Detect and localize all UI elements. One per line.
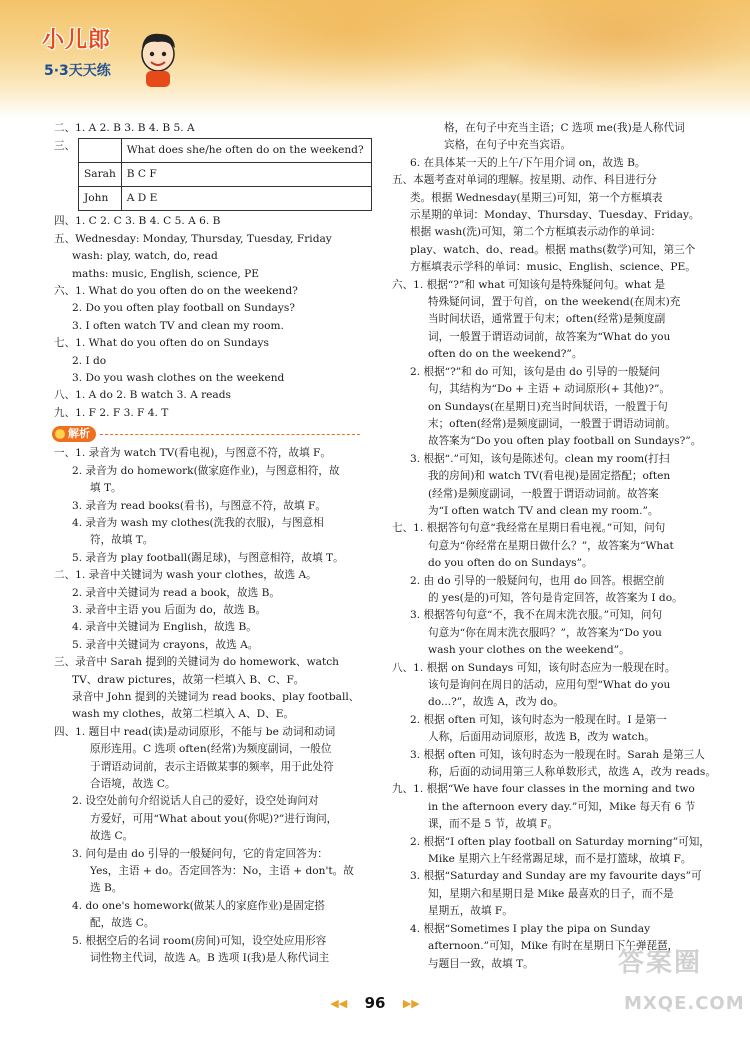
analysis-line: 五、本题考查对单词的理解。按星期、动作、科目进行分 xyxy=(392,174,657,187)
analysis-line: often do on the weekend?”。 xyxy=(428,348,583,361)
table-cell-name: Sarah xyxy=(79,163,122,187)
analysis-line: 根据 wash(洗)可知，第二个方框填表示动作的单词： xyxy=(410,226,662,239)
analysis-line: 4. do one's homework(做某人的家庭作业)是固定搭 xyxy=(72,899,326,912)
analysis-line: 合语境，故选 C。 xyxy=(90,778,176,790)
analysis-line: 星期五，故填 F。 xyxy=(428,905,513,918)
analysis-line: 5. 根据空后的名词 room(房间)可知，设空处应用形容 xyxy=(72,934,327,947)
analysis-line: 方框填表示学科的单词：music、English、science、PE。 xyxy=(410,261,696,274)
analysis-line: wash your clothes on the weekend”。 xyxy=(428,644,630,657)
analysis-line: 四、1. 题目中 read(读)是动词原形，不能与 be 动词和动词 xyxy=(54,725,336,738)
analysis-line: Mike 星期六上午经常踢足球，而不是打篮球，故填 F。 xyxy=(428,853,692,866)
analysis-line: afternoon.”可知，Mike 有时在星期日下午弹琵琶， xyxy=(428,940,679,953)
analysis-line: TV、draw pictures，故第一栏填入 B、C、F。 xyxy=(72,673,305,686)
analysis-line: 句意为“你经常在星期日做什么？”，故答案为“What xyxy=(428,539,674,552)
table-corner-cell xyxy=(79,139,122,163)
analysis-line: 配，故选 C。 xyxy=(90,917,155,930)
analysis-line: 2. 录音中关键词为 read a book，故选 B。 xyxy=(72,586,280,599)
brand-title: 小儿郎 xyxy=(42,28,112,53)
right-arrows-icon: ▶▶ xyxy=(402,997,420,1010)
analysis-line: 的 yes(是的)可知，答句是肯定回答，故答案为 I do。 xyxy=(428,591,683,604)
analysis-line: 故答案为“Do you often play football on Sundays?”。 xyxy=(428,435,702,448)
analysis-line: 宾格，在句子中充当宾语。 xyxy=(444,139,572,152)
analysis-line: 3. 根据“Saturday and Sunday are my favourite days”可 xyxy=(410,870,702,883)
analysis-line: 词，一般置于谓语动词前，故答案为“What do you xyxy=(428,330,671,343)
analysis-line: 原形连用。C 选项 often(经常)为频度副词，一般位 xyxy=(90,743,332,756)
left-column xyxy=(54,120,374,967)
answer-line: maths: music, English, science, PE xyxy=(72,267,259,280)
analysis-line: 我的房间)和 watch TV(看电视)是固定搭配；often xyxy=(428,470,671,483)
right-column xyxy=(392,120,716,978)
answer-line: 2. Do you often play football on Sundays? xyxy=(72,302,295,315)
analysis-tag: 解析 xyxy=(52,426,96,442)
analysis-line: 4. 录音中关键词为 English，故选 B。 xyxy=(72,621,257,634)
analysis-line: 选 B。 xyxy=(90,882,123,895)
analysis-line: 句意为“你在周末洗衣服吗？”，故答案为“Do you xyxy=(428,626,662,639)
analysis-line: 格，在句子中充当主语；C 选项 me(我)是人称代词 xyxy=(444,122,685,134)
answer-table xyxy=(78,138,372,211)
table-cell-name: John xyxy=(79,187,122,211)
analysis-line: 句，其结构为“Do + 主语 + 动词原形(+ 其他)?”。 xyxy=(428,383,671,396)
analysis-line: do...?”，故选 A，改为 do。 xyxy=(428,696,564,709)
answer-line: 四、1. C 2. C 3. B 4. C 5. A 6. B xyxy=(54,215,221,228)
analysis-line: 填 T。 xyxy=(90,482,122,495)
analysis-heading xyxy=(52,426,360,442)
analysis-line: 为“I often watch TV and clean my room.”。 xyxy=(428,504,659,517)
analysis-line: 3. 问句是由 do 引导的一般疑问句，它的肯定回答为： xyxy=(72,847,328,860)
answer-line: wash: play, watch, do, read xyxy=(72,250,218,263)
table-header-question: What does she/he often do on the weekend? xyxy=(121,139,371,163)
analysis-line: 类。根据 Wednesday(星期三)可知，第一个方框填表 xyxy=(410,191,663,204)
answer-line: 2. I do xyxy=(72,354,107,367)
analysis-line: 6. 在具体某一天的上午/下午用介词 on，故选 B。 xyxy=(410,156,646,169)
analysis-line: 2. 由 do 引导的一般疑问句，也用 do 回答。根据空前 xyxy=(410,574,665,587)
analysis-line: 称，后面的动词用第三人称单数形式，故选 A，改为 reads。 xyxy=(428,766,716,779)
analysis-line: 二、1. 录音中关键词为 wash your clothes，故选 A。 xyxy=(54,569,317,582)
answer-line: 八、1. A do 2. B watch 3. A reads xyxy=(54,389,231,402)
table-cell-answer: A D E xyxy=(121,187,371,211)
answer-line: 3. Do you wash clothes on the weekend xyxy=(72,372,285,385)
analysis-line: 2. 根据“I often play football on Saturday morning”可知， xyxy=(410,835,710,848)
watermark-url: MXQE.COM xyxy=(624,993,745,1014)
analysis-line: 与题目一致，故填 T。 xyxy=(428,957,534,970)
analysis-line: 2. 录音为 do homework(做家庭作业)，与图意相符，故 xyxy=(72,464,340,477)
brand-subtitle: 5·3天天练 xyxy=(44,63,111,79)
analysis-line: 5. 录音中关键词为 crayons，故选 A。 xyxy=(72,638,259,651)
analysis-line: 八、1. 根据 on Sundays 可知，该句时态应为一般现在时。 xyxy=(392,661,676,674)
analysis-line: 课，而不是 5 节，故填 F。 xyxy=(428,818,559,831)
analysis-line: 5. 录音为 play football(踢足球)，与图意相符，故填 T。 xyxy=(72,551,344,564)
analysis-line: 方爱好，可用“What about you(你呢)?”进行询问， xyxy=(90,812,338,825)
table-cell-answer: B C F xyxy=(121,163,371,187)
answer-table-block xyxy=(54,138,374,211)
section-label: 三、 xyxy=(54,140,76,153)
table-row xyxy=(79,163,372,187)
header-decoration xyxy=(470,0,750,90)
analysis-line: 4. 根据“Sometimes I play the pipa on Sunday xyxy=(410,922,651,935)
analysis-line: 知，星期六和星期日是 Mike 最喜欢的日子，而不是 xyxy=(428,887,674,900)
page-number: 96 xyxy=(364,994,386,1012)
analysis-line: 七、1. 根据答句句意“我经常在星期日看电视。”可知，问句 xyxy=(392,522,666,535)
answer-line: 二、1. A 2. B 3. B 4. B 5. A xyxy=(54,122,195,134)
answer-line: 九、1. F 2. F 3. F 4. T xyxy=(54,406,169,419)
analysis-line: 2. 根据 often 可知，该句时态为一般现在时。I 是第一 xyxy=(410,713,667,726)
analysis-line: 录音中 John 提到的关键词为 read books、play football、 xyxy=(72,690,360,703)
analysis-line: 词性物主代词，故选 A。B 选项 I(我)是人称代词主 xyxy=(90,952,330,965)
analysis-line: 4. 录音为 wash my clothes(洗我的衣服)，与图意相 xyxy=(72,516,324,529)
analysis-line: (经常)是频度副词，一般置于谓语动词前。故答案 xyxy=(428,487,659,500)
analysis-line: wash my clothes，故第二栏填入 A、D、E。 xyxy=(72,708,295,721)
analysis-line: 示星期的单词：Monday、Thursday、Tuesday、Friday。 xyxy=(410,209,700,222)
analysis-line: 该句是询问在周日的活动，应用句型“What do you xyxy=(428,679,671,691)
analysis-line: in the afternoon every day.”可知，Mike 每天有 6 节 xyxy=(428,800,696,813)
analysis-line: 3. 录音中主语 you 后面为 do，故选 B。 xyxy=(72,603,267,616)
analysis-line: 3. 根据“.”可知，该句是陈述句。clean my room(打扫 xyxy=(410,452,670,465)
analysis-line: 2. 设空处前句介绍说话人自己的爱好，设空处询问对 xyxy=(72,795,319,808)
analysis-line: 3. 根据答句句意“不，我不在周末洗衣服。”可知，问句 xyxy=(410,609,663,622)
answer-line: 3. I often watch TV and clean my room. xyxy=(72,319,284,332)
analysis-line: 三、录音中 Sarah 提到的关键词为 do homework、watch xyxy=(54,656,339,669)
analysis-line: on Sundays(在星期日)充当时间状语，一般置于句 xyxy=(428,400,668,413)
analysis-line: 一、1. 录音为 watch TV(看电视)，与图意不符，故填 F。 xyxy=(54,447,331,460)
analysis-line: 特殊疑问词，置于句首，on the weekend(在周末)充 xyxy=(428,296,681,309)
analysis-line: 人称，后面用动词原形，故选 B，改为 watch。 xyxy=(428,731,656,744)
analysis-line: 六、1. 根据“?”和 what 可知该句是特殊疑问句。what 是 xyxy=(392,278,666,291)
analysis-line: 故选 C。 xyxy=(90,830,134,843)
analysis-line: Yes，主语 + do。否定回答为：No，主语 + don't。故 xyxy=(90,865,354,878)
analysis-line: do you often do on Sundays”。 xyxy=(428,557,593,570)
analysis-line: 2. 根据“?”和 do 可知，该句是由 do 引导的一般疑问 xyxy=(410,365,660,378)
mascot-icon xyxy=(134,28,182,90)
analysis-line: 当时间状语，通常置于句末；often(经常)是频度副 xyxy=(428,313,666,326)
brand-logo xyxy=(38,28,178,94)
analysis-line: 符，故填 T。 xyxy=(90,534,154,547)
table-row xyxy=(79,187,372,211)
analysis-line: 末；often(经常)是频度副词，一般置于谓语动词前。 xyxy=(428,417,676,430)
analysis-line: 九、1. 根据“We have four classes in the morning and two xyxy=(392,783,695,796)
watermark xyxy=(618,948,745,1025)
page-header xyxy=(0,0,750,118)
left-arrows-icon: ◀◀ xyxy=(330,997,348,1010)
answer-line: 五、Wednesday: Monday, Thursday, Tuesday, Friday xyxy=(54,232,332,245)
watermark-text: 答案圈 xyxy=(618,948,703,978)
analysis-line: play、watch、do、read。根据 maths(数学)可知，第三个 xyxy=(410,243,696,256)
analysis-line: 于谓语动词前，表示主语做某事的频率，用于此处符 xyxy=(90,760,334,773)
answer-line: 六、1. What do you often do on the weekend? xyxy=(54,285,298,298)
analysis-line: 3. 录音为 read books(看书)，与图意不符，故填 F。 xyxy=(72,499,326,512)
divider xyxy=(100,434,360,435)
answer-line: 七、1. What do you often do on Sundays xyxy=(54,337,269,350)
analysis-line: 3. 根据 often 可知，该句时态为一般现在时。Sarah 是第三人 xyxy=(410,748,705,761)
